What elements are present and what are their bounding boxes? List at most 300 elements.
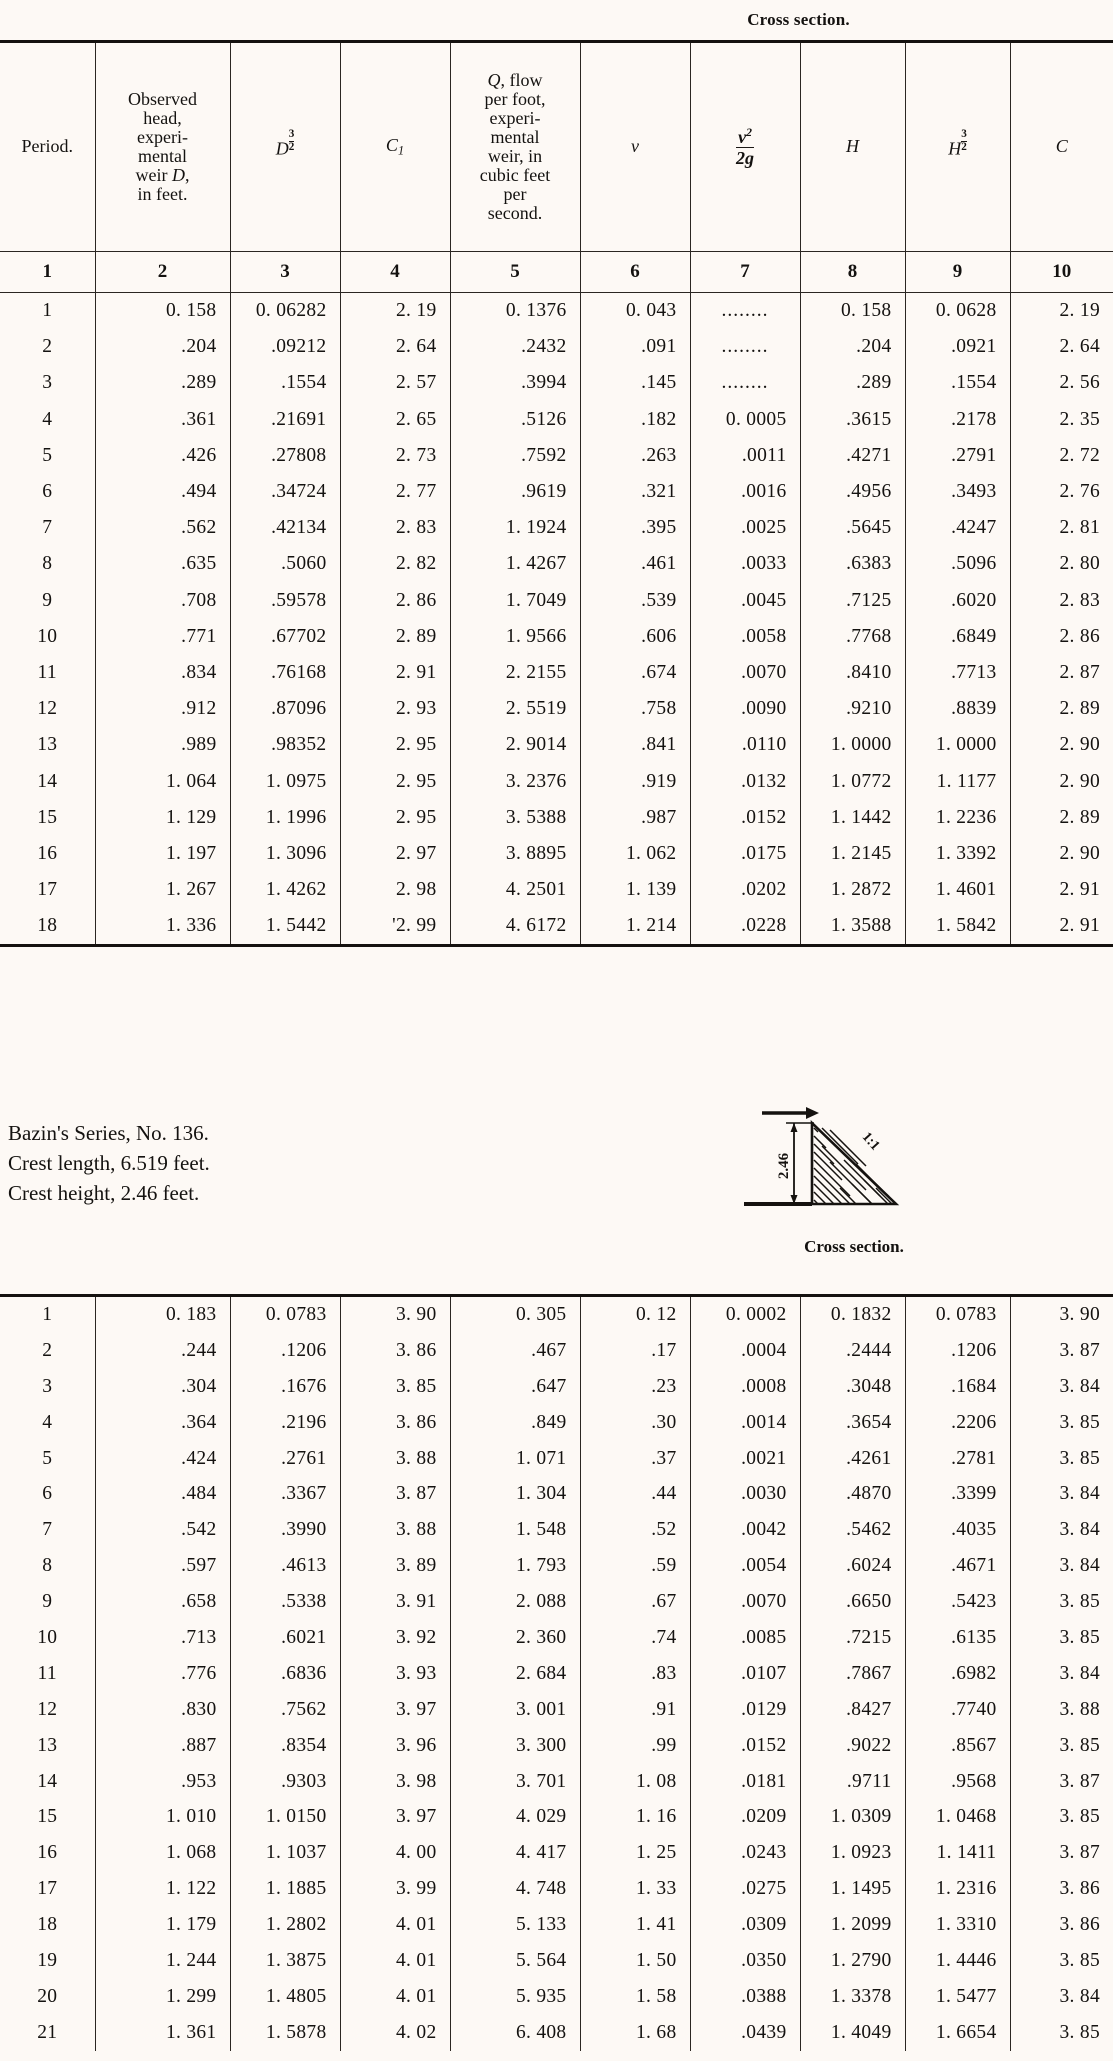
weir-cross-section-diagram — [744, 1104, 964, 1234]
data-cell: 3. 85 — [1010, 1728, 1113, 1764]
data-cell: 6. 408 — [450, 2015, 580, 2051]
data-cell: 1. 197 — [95, 836, 230, 872]
data-cell: 3. 93 — [340, 1656, 450, 1692]
data-cell: 1. 0000 — [905, 727, 1010, 763]
data-cell: .30 — [580, 1405, 690, 1441]
data-cell: 1. 068 — [95, 1835, 230, 1871]
data-cell: 2. 95 — [340, 800, 450, 836]
data-cell: .0350 — [690, 1943, 800, 1979]
data-cell: 2. 684 — [450, 1656, 580, 1692]
data-cell: .9210 — [800, 691, 905, 727]
data-cell: .0132 — [690, 763, 800, 799]
col-header-period: Period. — [21, 136, 73, 157]
data-cell: 2. 64 — [1010, 329, 1113, 365]
data-cell: 3. 2376 — [450, 763, 580, 799]
data-cell: 2. 87 — [1010, 655, 1113, 691]
data-cell: 3. 88 — [1010, 1692, 1113, 1728]
row-period-number: 7 — [42, 1519, 53, 1541]
data-cell: .263 — [580, 438, 690, 474]
data-cell: 4. 01 — [340, 1943, 450, 1979]
data-cell: .0070 — [690, 655, 800, 691]
data-cell: 1. 129 — [95, 800, 230, 836]
table-row — [0, 1943, 1113, 1979]
weir-hatching — [814, 1128, 892, 1204]
data-cell: .321 — [580, 474, 690, 510]
data-cell: .2178 — [905, 402, 1010, 438]
data-cell: 1. 33 — [580, 1871, 690, 1907]
data-cell: 1. 3378 — [800, 1979, 905, 2015]
row-period-number: 6 — [42, 1483, 53, 1505]
col-number: 3 — [230, 252, 340, 293]
data-cell: .6982 — [905, 1656, 1010, 1692]
data-cell: 3. 85 — [1010, 1799, 1113, 1835]
data-cell: .3615 — [800, 402, 905, 438]
data-cell: .304 — [95, 1369, 230, 1405]
data-cell: 0. 305 — [450, 1296, 580, 1333]
data-cell: 3. 5388 — [450, 800, 580, 836]
data-cell: .5338 — [230, 1584, 340, 1620]
row-period-number: 15 — [37, 1806, 58, 1828]
data-cell: .27808 — [230, 438, 340, 474]
data-cell: 1. 4267 — [450, 546, 580, 582]
data-cell: 1. 16 — [580, 1799, 690, 1835]
data-cell: 1. 6654 — [905, 2015, 1010, 2051]
data-cell: .98352 — [230, 727, 340, 763]
table-row — [0, 474, 1113, 510]
data-cell: 3. 85 — [1010, 2015, 1113, 2051]
data-cell: 1. 0150 — [230, 1799, 340, 1835]
data-cell: 1. 4446 — [905, 1943, 1010, 1979]
data-cell: 4. 029 — [450, 1799, 580, 1835]
data-cell: 3. 85 — [1010, 1943, 1113, 1979]
table-row — [0, 1692, 1113, 1728]
data-cell: .9303 — [230, 1764, 340, 1800]
data-cell: 2. 90 — [1010, 836, 1113, 872]
data-cell: .5423 — [905, 1584, 1010, 1620]
data-cell: .8354 — [230, 1728, 340, 1764]
data-cell: .658 — [95, 1584, 230, 1620]
table-row — [0, 908, 1113, 946]
data-cell: 1. 7049 — [450, 583, 580, 619]
row-period-number: 6 — [42, 481, 53, 503]
data-cell: 2. 89 — [340, 619, 450, 655]
data-cell: .6836 — [230, 1656, 340, 1692]
data-cell: 1. 2236 — [905, 800, 1010, 836]
data-cell: 1. 0309 — [800, 1799, 905, 1835]
data-cell: .674 — [580, 655, 690, 691]
data-cell: 3. 701 — [450, 1764, 580, 1800]
data-cell: .244 — [95, 1333, 230, 1369]
row-period-number: 3 — [42, 372, 53, 394]
data-cell: 2. 91 — [340, 655, 450, 691]
col-header-observed-head: Observed head, experi- mental weir D, in feet. — [95, 42, 230, 252]
data-cell: 2. 93 — [340, 691, 450, 727]
height-dimension-label: 2.46 — [776, 1152, 792, 1180]
data-cell: 2. 19 — [1010, 293, 1113, 330]
data-cell: .834 — [95, 655, 230, 691]
data-cell: .606 — [580, 619, 690, 655]
data-cell: .1206 — [905, 1333, 1010, 1369]
col-header-c: C — [1010, 42, 1113, 252]
table-2-body — [0, 1296, 1113, 2051]
data-cell: .6024 — [800, 1548, 905, 1584]
data-cell: .5060 — [230, 546, 340, 582]
data-cell: 1. 2802 — [230, 1907, 340, 1943]
data-cell: 1. 4601 — [905, 872, 1010, 908]
empty-value-dots: ........ — [690, 365, 800, 401]
data-cell: 2. 64 — [340, 329, 450, 365]
data-cell: .17 — [580, 1333, 690, 1369]
data-cell: 3. 86 — [1010, 1871, 1113, 1907]
table-row — [0, 619, 1113, 655]
data-cell: .0202 — [690, 872, 800, 908]
row-period-number: 4 — [42, 1411, 53, 1433]
data-cell: 3. 87 — [1010, 1835, 1113, 1871]
series-note-line: Crest height, 2.46 feet. — [8, 1181, 200, 1206]
data-cell: .6135 — [905, 1620, 1010, 1656]
row-period-number: 8 — [42, 553, 53, 575]
data-cell: 1. 336 — [95, 908, 230, 946]
data-cell: .87096 — [230, 691, 340, 727]
data-cell: 2. 89 — [1010, 800, 1113, 836]
data-cell: .0129 — [690, 1692, 800, 1728]
data-cell: 3. 87 — [1010, 1764, 1113, 1800]
data-cell: .953 — [95, 1764, 230, 1800]
data-cell: .4671 — [905, 1548, 1010, 1584]
table-row — [0, 836, 1113, 872]
data-cell: .989 — [95, 727, 230, 763]
data-cell: 1. 1924 — [450, 510, 580, 546]
data-cell: .8410 — [800, 655, 905, 691]
row-period-number: 14 — [37, 770, 58, 792]
data-cell: .2196 — [230, 1405, 340, 1441]
data-cell: .0921 — [905, 329, 1010, 365]
row-period-number: 4 — [42, 408, 53, 430]
data-cell: .2432 — [450, 329, 580, 365]
row-period-number: 9 — [42, 589, 53, 611]
data-cell: 2. 90 — [1010, 763, 1113, 799]
data-cell: .0228 — [690, 908, 800, 946]
data-cell: 3. 90 — [1010, 1296, 1113, 1333]
data-cell: .0016 — [690, 474, 800, 510]
data-cell: .5462 — [800, 1512, 905, 1548]
data-cell: .6650 — [800, 1584, 905, 1620]
exponent-three-halves: $\frac{3}{2}$ — [961, 128, 967, 153]
data-cell: 1. 41 — [580, 1907, 690, 1943]
data-cell: 4. 01 — [340, 1907, 450, 1943]
fraction-denominator: 2g — [736, 147, 754, 168]
data-cell: 1. 4805 — [230, 1979, 340, 2015]
table-row — [0, 1441, 1113, 1477]
data-cell: 1. 304 — [450, 1476, 580, 1512]
data-cell: .3994 — [450, 365, 580, 401]
table-row — [0, 1584, 1113, 1620]
data-cell: 1. 793 — [450, 1548, 580, 1584]
row-period-number: 18 — [37, 1914, 58, 1936]
data-cell: 2. 56 — [1010, 365, 1113, 401]
data-cell: 2. 65 — [340, 402, 450, 438]
data-cell: 1. 0000 — [800, 727, 905, 763]
data-cell: 3. 85 — [340, 1369, 450, 1405]
data-cell: .83 — [580, 1656, 690, 1692]
data-cell: .34724 — [230, 474, 340, 510]
data-cell: 2. 82 — [340, 546, 450, 582]
data-cell: .0275 — [690, 1871, 800, 1907]
col-number: 9 — [905, 252, 1010, 293]
col-number: 6 — [580, 252, 690, 293]
data-cell: 2. 19 — [340, 293, 450, 330]
data-cell: 3. 98 — [340, 1764, 450, 1800]
table-row — [0, 655, 1113, 691]
row-period-number: 1 — [42, 1303, 53, 1325]
data-cell: .7740 — [905, 1692, 1010, 1728]
data-cell: 3. 84 — [1010, 1512, 1113, 1548]
row-period-number: 11 — [37, 1662, 57, 1684]
data-cell: 1. 064 — [95, 763, 230, 799]
row-period-number: 21 — [37, 2021, 58, 2043]
data-cell: 1. 2316 — [905, 1871, 1010, 1907]
data-cell: 4. 417 — [450, 1835, 580, 1871]
table-row — [0, 1764, 1113, 1800]
data-cell: 1. 010 — [95, 1799, 230, 1835]
data-cell: 5. 935 — [450, 1979, 580, 2015]
data-cell: 1. 3096 — [230, 836, 340, 872]
data-cell: .74 — [580, 1620, 690, 1656]
data-cell: .2761 — [230, 1441, 340, 1477]
data-cell: .8427 — [800, 1692, 905, 1728]
data-cell: .182 — [580, 402, 690, 438]
data-cell: .0021 — [690, 1441, 800, 1477]
cross-section-caption-top — [0, 10, 1113, 30]
data-cell: .0011 — [690, 438, 800, 474]
data-cell: 2. 360 — [450, 1620, 580, 1656]
data-cell: .4870 — [800, 1476, 905, 1512]
data-cell: 1. 5842 — [905, 908, 1010, 946]
row-period-number: 17 — [37, 1878, 58, 1900]
data-cell: 1. 0772 — [800, 763, 905, 799]
data-cell: 2. 76 — [1010, 474, 1113, 510]
data-cell: 1. 122 — [95, 1871, 230, 1907]
table-row — [0, 1512, 1113, 1548]
table-row — [0, 1405, 1113, 1441]
data-cell: .0388 — [690, 1979, 800, 2015]
data-cell: .5645 — [800, 510, 905, 546]
data-cell: .7713 — [905, 655, 1010, 691]
col-number: 4 — [340, 252, 450, 293]
col-header-d-three-halves: D $\frac{3}{2}$ — [230, 42, 340, 252]
data-cell: .647 — [450, 1369, 580, 1405]
data-cell: 1. 4049 — [800, 2015, 905, 2051]
data-cell: .562 — [95, 510, 230, 546]
data-cell: 1. 68 — [580, 2015, 690, 2051]
data-cell: 0. 158 — [95, 293, 230, 330]
data-cell: 1. 3392 — [905, 836, 1010, 872]
row-period-number: 13 — [37, 734, 58, 756]
data-cell: 1. 071 — [450, 1441, 580, 1477]
data-cell: .0085 — [690, 1620, 800, 1656]
data-cell: 1. 062 — [580, 836, 690, 872]
table-row — [0, 1907, 1113, 1943]
data-cell: 3. 85 — [1010, 1584, 1113, 1620]
table-row — [0, 329, 1113, 365]
data-cell: .0004 — [690, 1333, 800, 1369]
data-cell: .9619 — [450, 474, 580, 510]
row-period-number: 2 — [42, 336, 53, 358]
row-period-number: 19 — [37, 1949, 58, 1971]
data-cell: 3. 86 — [340, 1405, 450, 1441]
data-cell: 2. 9014 — [450, 727, 580, 763]
data-cell: .0058 — [690, 619, 800, 655]
data-cell: 1. 267 — [95, 872, 230, 908]
data-cell: .21691 — [230, 402, 340, 438]
data-cell: 1. 2145 — [800, 836, 905, 872]
table-row — [0, 1620, 1113, 1656]
data-cell: 2. 83 — [340, 510, 450, 546]
data-cell: .8567 — [905, 1728, 1010, 1764]
flow-arrow-icon — [762, 1107, 819, 1119]
table-row — [0, 1656, 1113, 1692]
data-cell: 1. 9566 — [450, 619, 580, 655]
data-cell: 2. 95 — [340, 763, 450, 799]
data-cell: .0045 — [690, 583, 800, 619]
data-cell: .9568 — [905, 1764, 1010, 1800]
col-header-q-flow: Q, flow per foot, experi- mental weir, in cubic feet per second. — [450, 42, 580, 252]
data-cell: .99 — [580, 1728, 690, 1764]
data-cell: 1. 25 — [580, 1835, 690, 1871]
table-row — [0, 510, 1113, 546]
data-cell: 3. 87 — [1010, 1333, 1113, 1369]
data-cell: .204 — [95, 329, 230, 365]
data-cell: .713 — [95, 1620, 230, 1656]
data-cell: .0014 — [690, 1405, 800, 1441]
data-cell: 3. 84 — [1010, 1369, 1113, 1405]
row-period-number: 12 — [37, 1698, 58, 1720]
col-number: 10 — [1010, 252, 1113, 293]
data-cell: .364 — [95, 1405, 230, 1441]
data-cell: 3. 89 — [340, 1548, 450, 1584]
data-cell: 0. 043 — [580, 293, 690, 330]
data-cell: .484 — [95, 1476, 230, 1512]
data-cell: .4247 — [905, 510, 1010, 546]
data-cell: .830 — [95, 1692, 230, 1728]
data-cell: .635 — [95, 546, 230, 582]
data-cell: .0054 — [690, 1548, 800, 1584]
data-cell: 1. 08 — [580, 1764, 690, 1800]
col-header-c-one: $C_1$ — [340, 42, 450, 252]
data-cell: .4613 — [230, 1548, 340, 1584]
data-cell: 3. 85 — [1010, 1441, 1113, 1477]
data-cell: .76168 — [230, 655, 340, 691]
row-period-number: 18 — [37, 915, 58, 937]
data-cell: 2. 90 — [1010, 727, 1113, 763]
data-cell: .7215 — [800, 1620, 905, 1656]
data-cell: .395 — [580, 510, 690, 546]
table-row — [0, 1296, 1113, 1333]
col-number: 1 — [42, 261, 52, 282]
data-cell: 3. 84 — [1010, 1979, 1113, 2015]
empty-value-dots: ........ — [690, 329, 800, 365]
data-cell: .5126 — [450, 402, 580, 438]
data-cell: 2. 80 — [1010, 546, 1113, 582]
data-cell: 1. 3310 — [905, 1907, 1010, 1943]
data-cell: 0. 0628 — [905, 293, 1010, 330]
data-cell: 2. 2155 — [450, 655, 580, 691]
table-row — [0, 1548, 1113, 1584]
data-cell: 2. 86 — [340, 583, 450, 619]
data-cell: 5. 564 — [450, 1943, 580, 1979]
data-cell: 0. 0783 — [905, 1296, 1010, 1333]
data-cell: .0008 — [690, 1369, 800, 1405]
data-cell: .708 — [95, 583, 230, 619]
data-cell: .597 — [95, 1548, 230, 1584]
data-cell: .771 — [95, 619, 230, 655]
data-cell: .3367 — [230, 1476, 340, 1512]
data-cell: .2791 — [905, 438, 1010, 474]
data-cell: .361 — [95, 402, 230, 438]
col-number: 2 — [95, 252, 230, 293]
data-cell: .145 — [580, 365, 690, 401]
data-cell: 1. 3588 — [800, 908, 905, 946]
data-cell: 1. 1411 — [905, 1835, 1010, 1871]
data-cell: 0. 12 — [580, 1296, 690, 1333]
row-period-number: 10 — [37, 625, 58, 647]
data-cell: 3. 85 — [1010, 1620, 1113, 1656]
data-cell: .091 — [580, 329, 690, 365]
table-row — [0, 1369, 1113, 1405]
data-cell: 2. 72 — [1010, 438, 1113, 474]
fraction-numerator: $v^2$ — [738, 125, 752, 147]
table-row — [0, 727, 1113, 763]
data-cell: 3. 85 — [1010, 1405, 1113, 1441]
data-cell: 2. 83 — [1010, 583, 1113, 619]
data-cell: .849 — [450, 1405, 580, 1441]
data-cell: .461 — [580, 546, 690, 582]
data-cell: .0181 — [690, 1764, 800, 1800]
data-cell: .37 — [580, 1441, 690, 1477]
data-cell: 1. 179 — [95, 1907, 230, 1943]
data-cell: .0033 — [690, 546, 800, 582]
data-cell: .912 — [95, 691, 230, 727]
data-cell: .0209 — [690, 1799, 800, 1835]
table-row — [0, 583, 1113, 619]
cross-section-svg — [744, 1104, 964, 1234]
weir-data-table-1 — [0, 40, 1113, 947]
table-row — [0, 763, 1113, 799]
data-cell: .0042 — [690, 1512, 800, 1548]
data-cell: 4. 01 — [340, 1979, 450, 2015]
data-cell: 2. 77 — [340, 474, 450, 510]
data-cell: 2. 5519 — [450, 691, 580, 727]
data-cell: .8839 — [905, 691, 1010, 727]
data-cell: 2. 73 — [340, 438, 450, 474]
data-cell: .3493 — [905, 474, 1010, 510]
data-cell: 3. 84 — [1010, 1476, 1113, 1512]
data-cell: 3. 84 — [1010, 1656, 1113, 1692]
row-period-number: 13 — [37, 1734, 58, 1756]
data-cell: 0. 1832 — [800, 1296, 905, 1333]
data-cell: .3654 — [800, 1405, 905, 1441]
data-cell: .776 — [95, 1656, 230, 1692]
data-cell: 4. 00 — [340, 1835, 450, 1871]
data-cell: 1. 5477 — [905, 1979, 1010, 2015]
cross-section-caption-top-text: Cross section. — [747, 10, 850, 29]
data-cell: .919 — [580, 763, 690, 799]
data-cell: .59578 — [230, 583, 340, 619]
data-cell: 2. 97 — [340, 836, 450, 872]
data-cell: 1. 244 — [95, 1943, 230, 1979]
row-period-number: 2 — [42, 1339, 53, 1361]
data-cell: .2206 — [905, 1405, 1010, 1441]
